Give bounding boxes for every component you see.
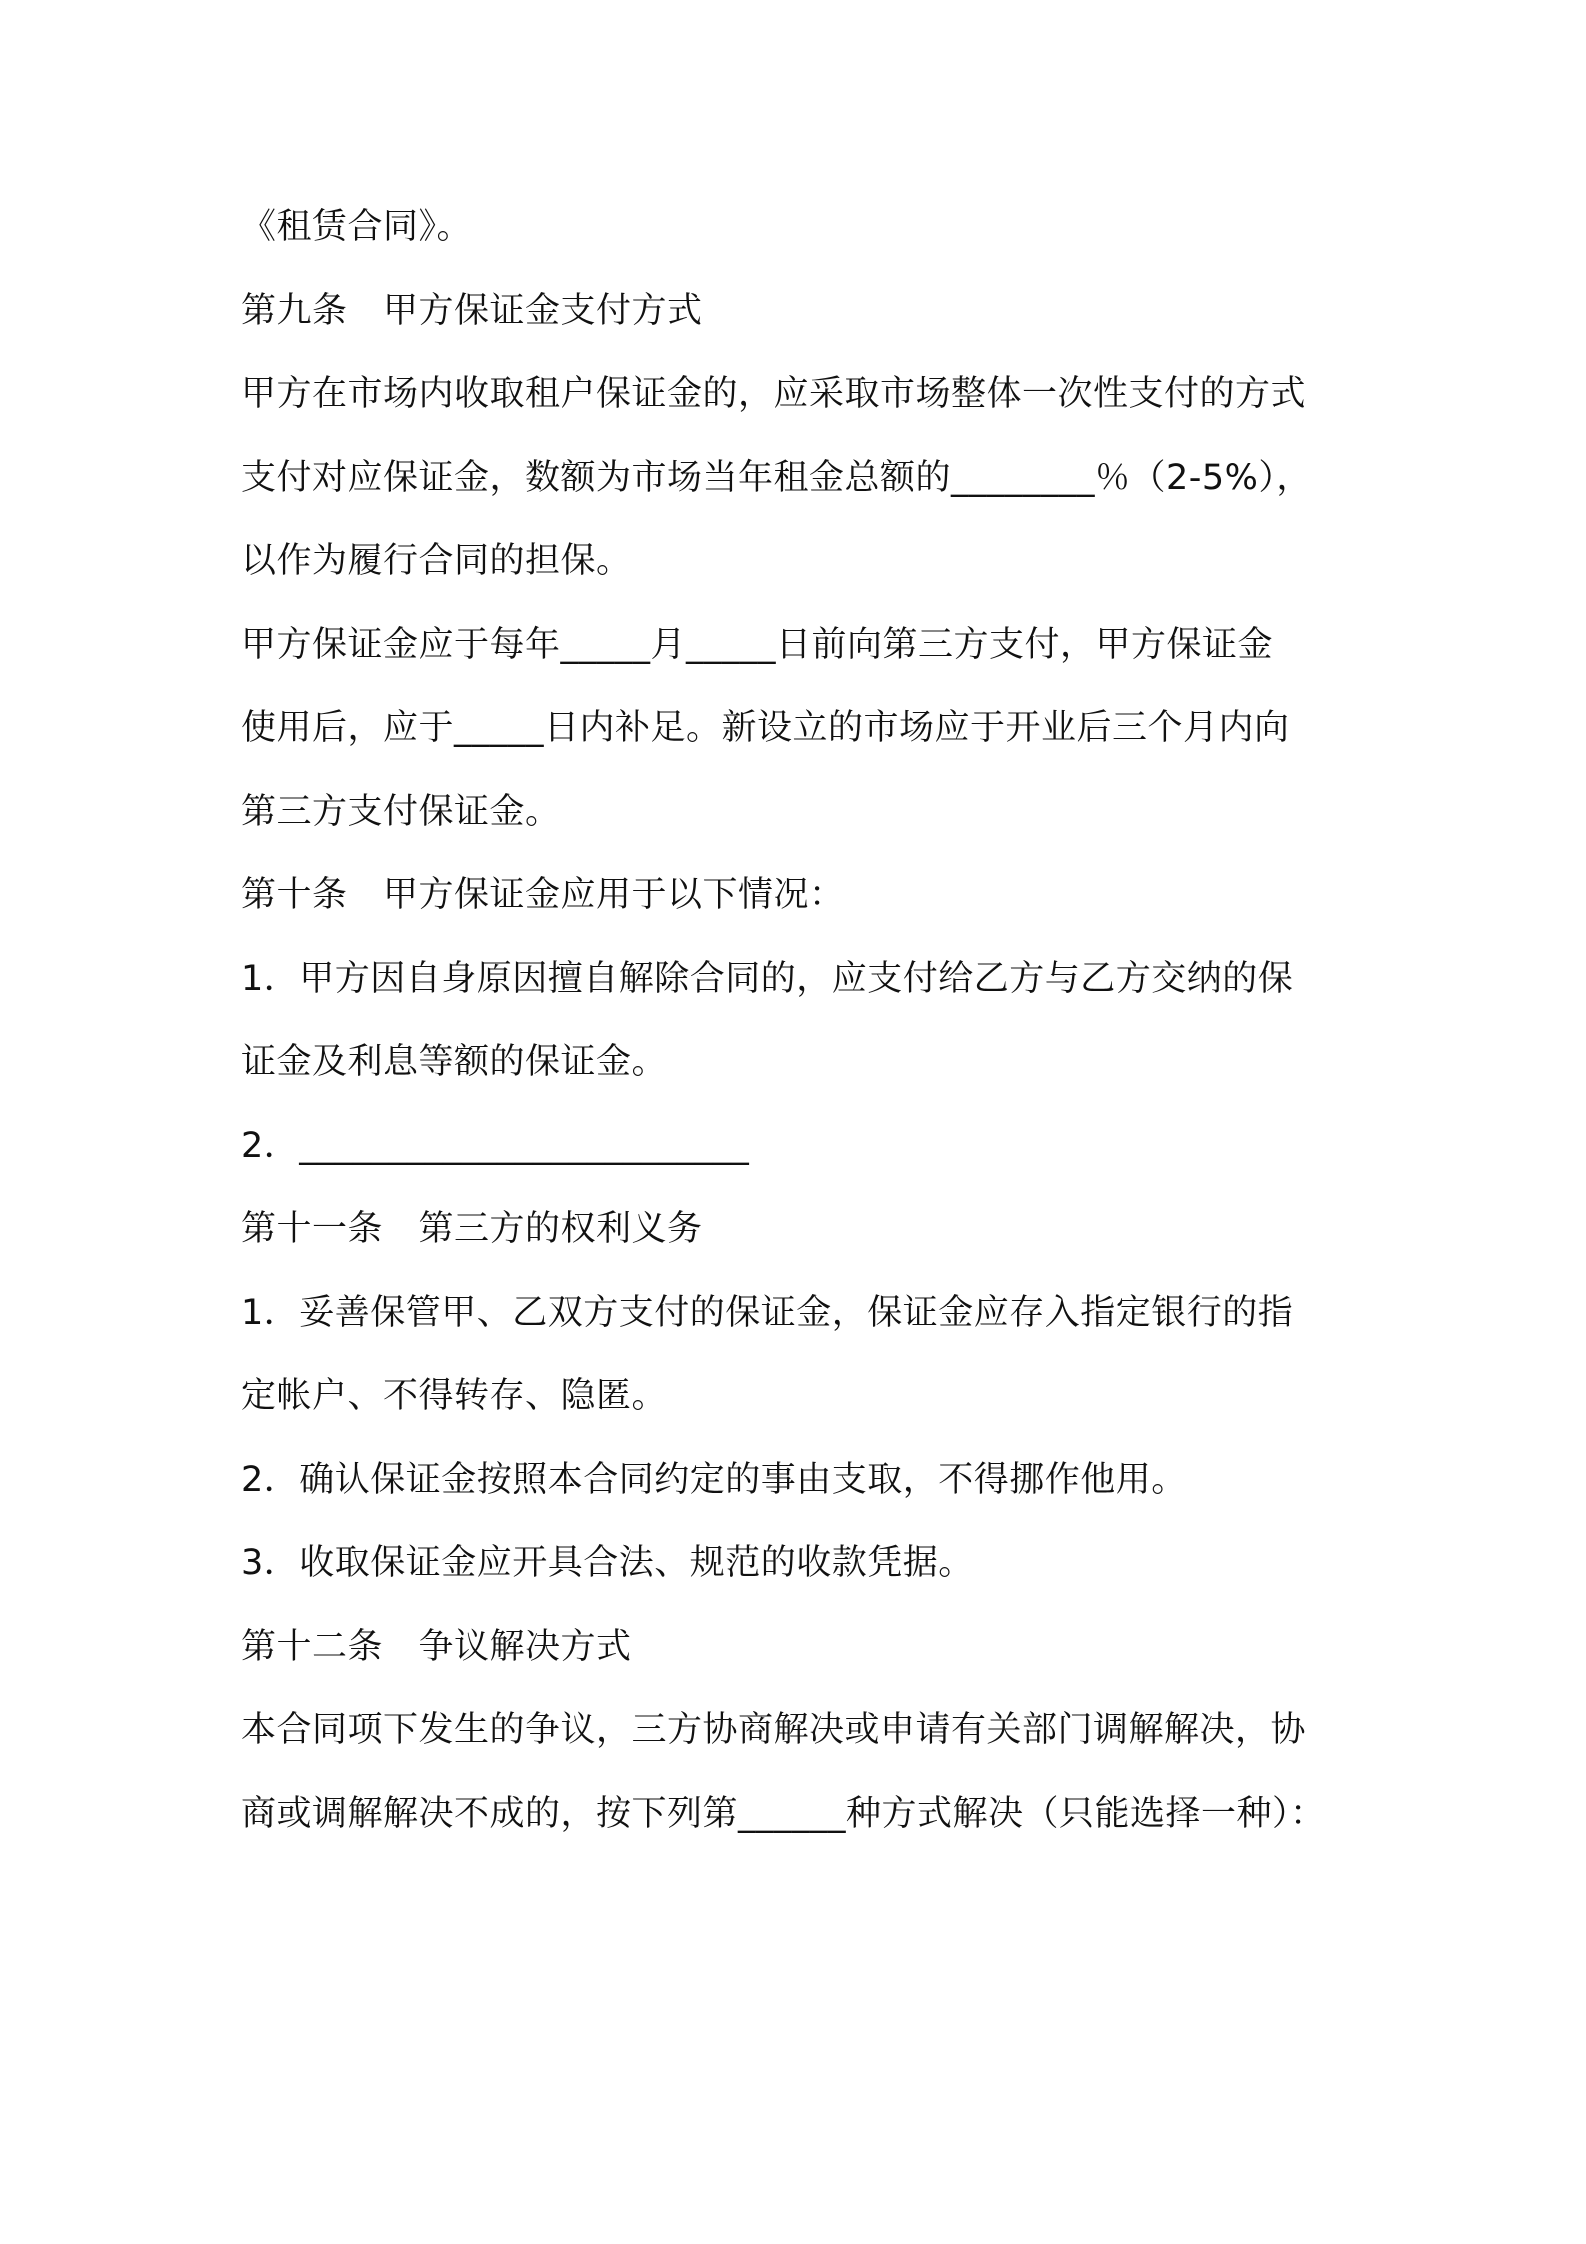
section-heading: 第十一条 第三方的权利义务 (241, 1209, 703, 1249)
text-line: 使用后，应于_____日内补足。新设立的市场应于开业后三个月内向 (241, 708, 1290, 748)
section-heading: 第十二条 争议解决方式 (241, 1626, 632, 1667)
text-line: 1．甲方因自身原因擅自解除合同的，应支付给乙方与乙方交纳的保 (241, 958, 1294, 999)
section-heading: 第九条 甲方保证金支付方式 (241, 290, 703, 331)
text-line: 支付对应保证金，数额为市场当年租金总额的________％（2-5%）， (241, 457, 1312, 498)
text-line: 以作为履行合同的担保。 (241, 541, 632, 581)
text-line: 甲方保证金应于每年_____月_____日前向第三方支付，甲方保证金 (241, 624, 1274, 665)
text-line: 证金及利息等额的保证金。 (241, 1042, 668, 1082)
text-line: 1．妥善保管甲、乙双方支付的保证金，保证金应存入指定银行的指 (241, 1292, 1294, 1333)
text-line: 《租赁合同》。 (241, 207, 473, 247)
text-line: 本合同项下发生的争议，三方协商解决或申请有关部门调解解决，协 (241, 1710, 1307, 1750)
text-line: 2．确认保证金按照本合同约定的事由支取，不得挪作他用。 (241, 1459, 1187, 1500)
text-line: 甲方在市场内收取租户保证金的，应采取市场整体一次性支付的方式 (241, 374, 1307, 414)
section-heading: 第十条 甲方保证金应用于以下情况： (241, 875, 845, 915)
text-line: 3．收取保证金应开具合法、规范的收款凭据。 (241, 1543, 974, 1583)
text-line: 第三方支付保证金。 (241, 791, 561, 832)
text-line: 定帐户、不得转存、隐匿。 (241, 1376, 668, 1416)
document-body (241, 186, 1356, 1856)
text-line: 2．_________________________ (241, 1125, 750, 1166)
text-line: 商或调解解决不成的，按下列第______种方式解决（只能选择一种）： (241, 1793, 1326, 1834)
